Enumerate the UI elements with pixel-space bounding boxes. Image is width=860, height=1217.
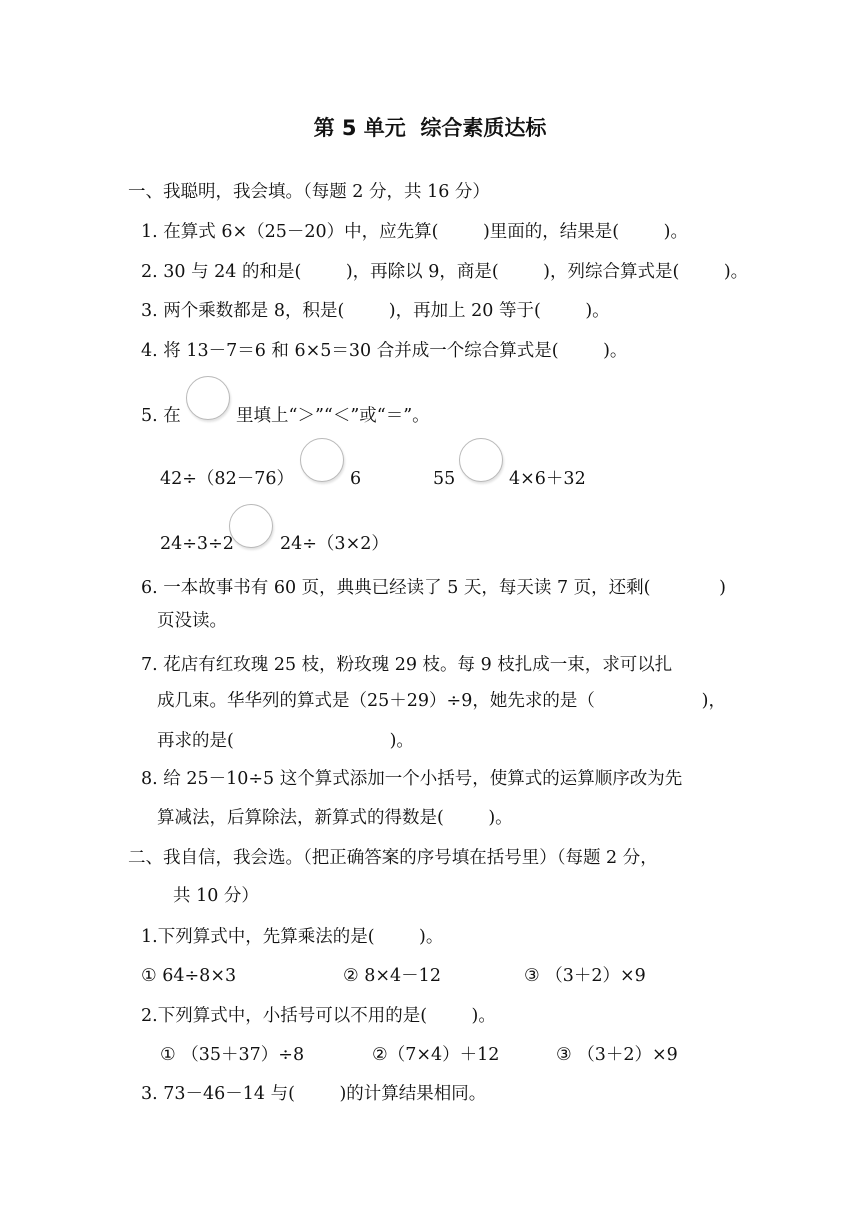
question-1-1: 1. 在算式 6×（25－20）中，应先算( )里面的，结果是( )。 — [141, 222, 688, 242]
question-2-1-option-1: ① 64÷8×3 — [141, 966, 237, 986]
compare-row1-left-expr: 42÷（82－76） — [160, 469, 294, 489]
page-title: 第 5 单元 综合素质达标 — [313, 116, 547, 140]
compare-row1-right-end: 4×6＋32 — [509, 469, 586, 489]
question-2-3-stem: 3. 73－46－14 与( )的计算结果相同。 — [141, 1084, 487, 1104]
question-1-8-line2: 算减法，后算除法，新算式的得数是( )。 — [157, 808, 513, 828]
question-1-8-line1: 8. 给 25－10÷5 这个算式添加一个小括号，使算式的运算顺序改为先 — [141, 769, 683, 789]
question-2-2-option-1: ① （35＋37）÷8 — [160, 1045, 305, 1065]
compare-row1-left-end: 6 — [350, 469, 362, 489]
question-1-7-line2-left: 成几束。华华列的算式是（25＋29）÷9，她先求的是（ — [157, 691, 595, 711]
question-2-2-option-3: ③ （3＋2）×9 — [556, 1045, 678, 1065]
question-2-1-option-3: ③ （3＋2）×9 — [524, 966, 646, 986]
question-2-2-option-2: ②（7×4）＋12 — [372, 1045, 500, 1065]
question-1-2: 2. 30 与 24 的和是( )，再除以 9，商是( )，列综合算式是( )。 — [141, 262, 749, 282]
question-1-6-line1-right: ) — [719, 578, 726, 598]
question-2-1-option-2: ② 8×4－12 — [343, 966, 441, 986]
compare-circle-3[interactable] — [229, 504, 273, 548]
question-1-6-line1 — [141, 576, 726, 600]
section2-heading-line1: 二、我自信，我会选。（把正确答案的序号填在括号里）（每题 2 分， — [128, 848, 658, 868]
question-1-7-line2-right: )， — [701, 691, 726, 711]
question-1-3: 3. 两个乘数都是 8，积是( )，再加上 20 等于( )。 — [141, 301, 610, 321]
question-1-4: 4. 将 13－7＝6 和 6×5＝30 合并成一个综合算式是( )。 — [141, 341, 628, 361]
compare-circle-1[interactable] — [300, 438, 344, 482]
compare-circle-example — [186, 376, 230, 420]
section1-heading: 一、我聪明，我会填。（每题 2 分，共 16 分） — [128, 182, 490, 202]
question-1-6-line2: 页没读。 — [157, 611, 227, 631]
question-1-7-line3: 再求的是( )。 — [157, 731, 414, 751]
question-2-2-stem: 2.下列算式中，小括号可以不用的是( )。 — [141, 1006, 496, 1026]
compare-circle-2[interactable] — [459, 438, 503, 482]
question-1-5-prefix: 5. 在 — [141, 406, 181, 426]
compare-row1-right-expr: 55 — [433, 469, 456, 489]
question-1-7-line2 — [157, 689, 726, 713]
question-1-7-line1: 7. 花店有红玫瑰 25 枝，粉玫瑰 29 枝。每 9 枝扎成一束，求可以扎 — [141, 655, 673, 675]
question-2-1-stem: 1.下列算式中，先算乘法的是( )。 — [141, 927, 444, 947]
compare-row2-left-end: 24÷（3×2） — [280, 534, 389, 554]
compare-row2-left-expr: 24÷3÷2 — [160, 534, 234, 554]
question-1-5-suffix: 里填上“＞”“＜”或“＝”。 — [236, 406, 430, 426]
question-1-6-line1-left: 6. 一本故事书有 60 页，典典已经读了 5 天，每天读 7 页，还剩( — [141, 578, 651, 598]
section2-heading-line2: 共 10 分） — [173, 886, 259, 906]
